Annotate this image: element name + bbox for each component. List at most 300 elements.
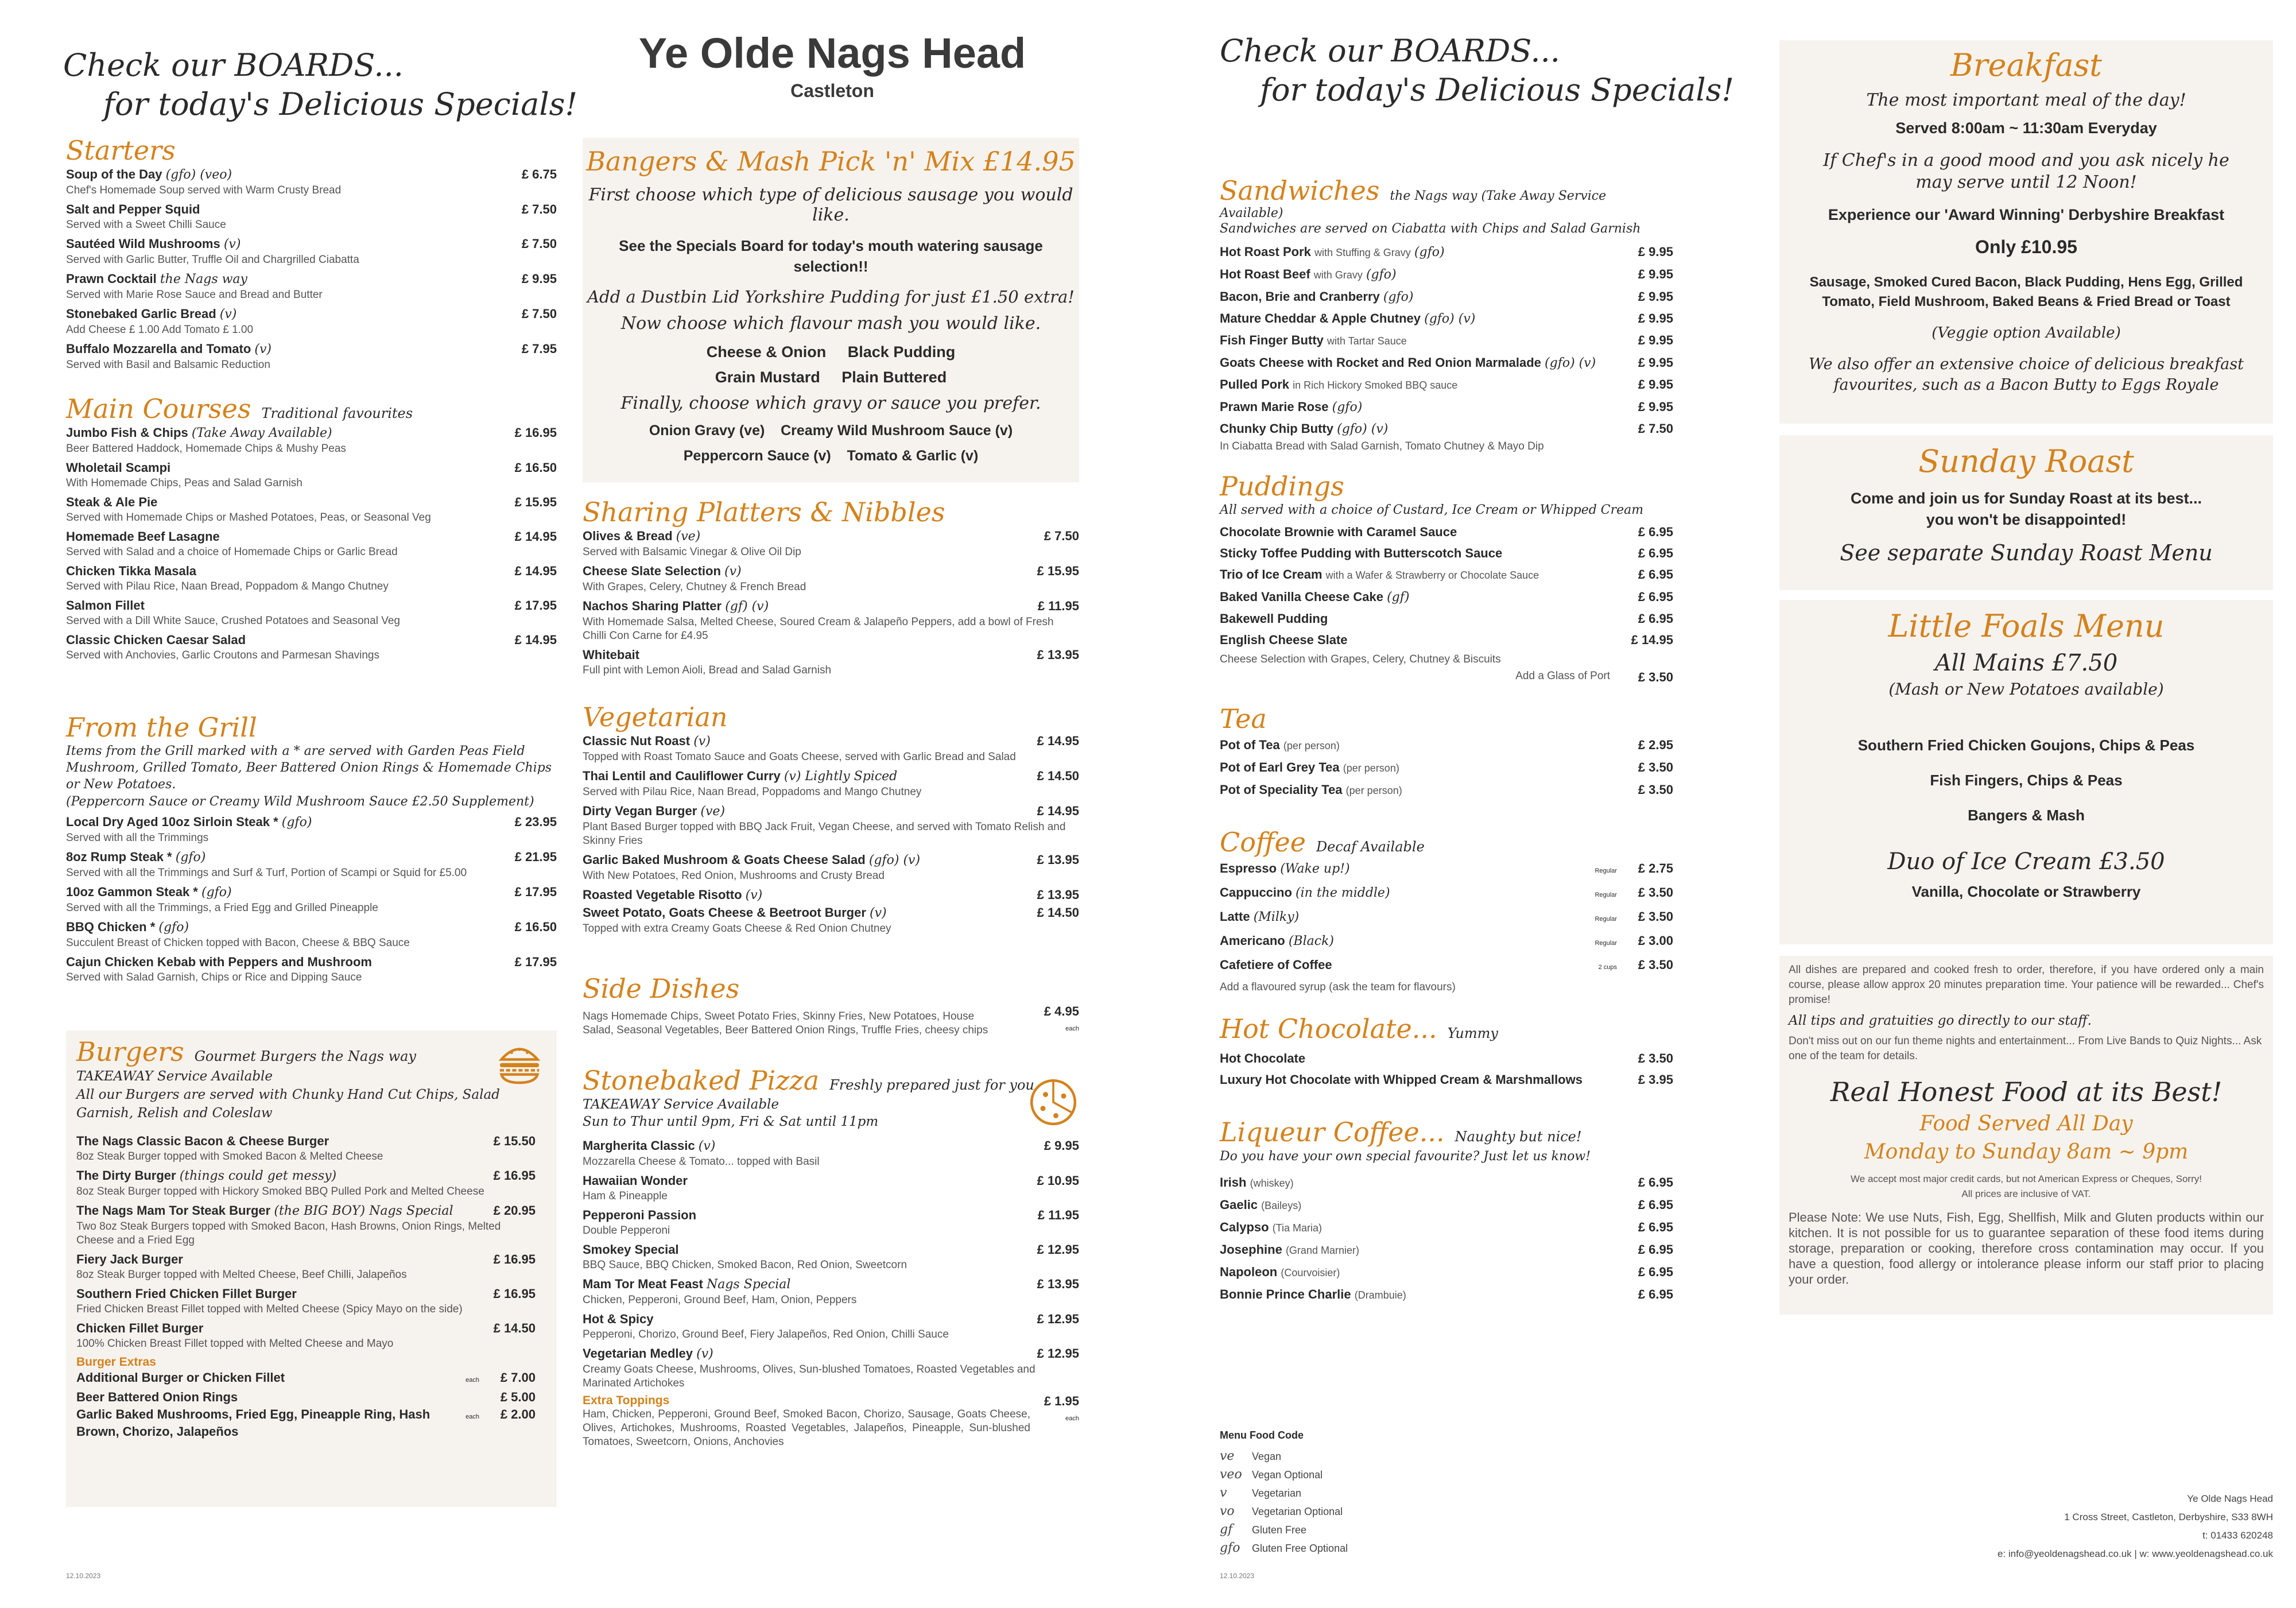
item-price: £ 7.50 (1638, 421, 1673, 436)
menu-item-name (583, 1345, 1033, 1363)
menu-item-desc: Served with Salad Garnish, Chips or Rice and Dipping Sauce (66, 971, 362, 983)
menu-item-desc: Succulent Breast of Chicken topped with Bacon, Cheese & BBQ Sauce (66, 937, 410, 949)
item-price: £ 17.95 (514, 598, 557, 613)
menu-item-name (76, 1369, 466, 1386)
item-price: £ 6.95 (1638, 525, 1673, 539)
item-extra: (Tia Maria) (1272, 1222, 1322, 1234)
menu-item-name (1220, 543, 1627, 564)
menu-item-row (1220, 264, 1673, 286)
date-right: 12.10.2023 (1220, 1572, 1255, 1580)
sandwiches-footer: In Ciabatta Bread with Salad Garnish, Tomato Chutney & Mayo Dip (1220, 440, 1544, 452)
menu-item-row (1220, 1284, 1673, 1306)
item-price: £ 15.95 (1037, 564, 1079, 578)
item-price: £ 15.95 (514, 495, 557, 509)
item-tag: (gfo) (veo) (165, 168, 232, 182)
menu-item-name (583, 1172, 1033, 1189)
menu-item-row (66, 235, 557, 253)
food-codes-title: Menu Food Code (1220, 1429, 1304, 1441)
item-name: Margherita Classic (583, 1138, 695, 1153)
item-name: Latte (1220, 909, 1250, 924)
item-price: £ 2.95 (1638, 738, 1673, 752)
menu-item-name (583, 851, 1033, 869)
item-tag: (gfo) (v) (1337, 422, 1389, 436)
menu-item-name (66, 166, 511, 184)
item-price: £ 16.95 (493, 1252, 536, 1266)
item-price: £ 9.95 (1638, 289, 1673, 304)
hotchoc-note: Yummy (1447, 1025, 1498, 1041)
item-price: £ 6.95 (1638, 1198, 1673, 1212)
gravy-peppercorn: Peppercorn Sauce (v) (683, 448, 831, 464)
item-tag: (v) (745, 888, 763, 902)
boards-right-line1: Check our BOARDS... (1220, 33, 1560, 69)
item-extra: (Drambuie) (1354, 1289, 1406, 1301)
menu-item-desc: Served with Anchovies, Garlic Croutons and Parmesan Shavings (66, 649, 379, 661)
food-codes (1220, 1429, 1449, 1557)
item-name: Olives & Bread (583, 529, 673, 543)
menu-item-name (66, 459, 511, 476)
menu-item-row (583, 851, 1079, 869)
item-name: Fish Finger Butty (1220, 333, 1324, 347)
menu-item-name (66, 305, 511, 323)
item-price: £ 9.95 (1638, 333, 1673, 347)
food-code: veo (1220, 1467, 1242, 1482)
menu-item-row (76, 1389, 536, 1406)
menu-item-row (76, 1202, 536, 1220)
menu-item-name (1220, 608, 1627, 629)
menu-item-row (1220, 1172, 1673, 1194)
item-price: £ 15.50 (493, 1134, 536, 1148)
coffee-note: Decaf Available (1316, 839, 1425, 855)
item-price: £ 3.50 (1638, 760, 1673, 774)
item-name: Pot of Earl Grey Tea (1220, 760, 1340, 774)
item-tag: (v) (724, 564, 742, 579)
menu-item-row (583, 1207, 1079, 1224)
menu-item-name (1220, 1284, 1627, 1306)
menu-item-name (66, 919, 511, 936)
item-tag: (gfo) (v) (1545, 356, 1596, 370)
menu-item-row (66, 528, 557, 545)
bangers-line3: Add a Dustbin Lid Yorkshire Pudding for just £1.50 extra! (587, 287, 1075, 307)
menu-item-desc: Fried Chicken Breast Fillet topped with Melted Cheese (Spicy Mayo on the side) (76, 1303, 463, 1315)
bangers-line5: Finally, choose which gravy or sauce you prefer. (620, 393, 1041, 413)
menu-item-name (583, 1241, 1033, 1258)
menu-item-row (76, 1285, 536, 1303)
food-code-row (1220, 1484, 1449, 1502)
sharing-list (583, 528, 1079, 677)
menu-item-row (583, 904, 1079, 922)
sharing-section (583, 497, 1079, 681)
menu-item-row (76, 1406, 536, 1440)
menu-item-row (583, 1172, 1079, 1189)
item-name: Napoleon (1220, 1265, 1278, 1279)
menu-item-row (66, 494, 557, 511)
item-name: Dirty Vegan Burger (583, 804, 697, 818)
menu-item-name (66, 631, 511, 649)
item-price: £ 16.95 (493, 1287, 536, 1301)
menu-item-row (66, 563, 557, 580)
item-tag: (gfo) (158, 920, 189, 935)
sandwiches-title: Sandwiches (1220, 175, 1380, 206)
sides-section (583, 973, 1079, 1041)
item-tag: (v) (693, 734, 711, 749)
menu-item-name (76, 1251, 490, 1268)
info-cards: We accept most major credit cards, but not American Express or Cheques, Sorry! (1851, 1173, 2202, 1184)
menu-item-row (76, 1133, 536, 1150)
info-days: Monday to Sunday 8am ~ 9pm (1864, 1140, 2189, 1164)
item-extra: with Stuffing & Gravy (1314, 247, 1411, 258)
menu-item-row (1220, 1216, 1673, 1239)
item-name: Chunky Chip Butty (1220, 421, 1333, 436)
menu-item-row (1220, 1048, 1673, 1069)
menu-item-row (66, 270, 557, 288)
item-name: Cheese Slate Selection (583, 564, 721, 578)
menu-item-desc: Served with all the Trimmings, a Fried Egg and Grilled Pineapple (66, 902, 378, 914)
sandwiches-note: the Nags way (Take Away Service Available) (1220, 189, 1607, 220)
menu-item-name (76, 1202, 490, 1220)
foals-item-3: Bangers & Mash (1968, 807, 2085, 824)
menu-item-name (583, 563, 1033, 580)
item-name: Sticky Toffee Pudding with Butterscotch Sauce (1220, 546, 1503, 560)
item-tag: Nags Special (706, 1277, 791, 1292)
tea-title: Tea (1220, 703, 1267, 734)
burgers-intro: All our Burgers are served with Chunky Hand Cut Chips, Salad Garnish, Relish and Coleslaw (76, 1087, 500, 1121)
sunday-line3: See separate Sunday Roast Menu (1840, 540, 2213, 565)
item-name: Bonnie Prince Charlie (1220, 1287, 1351, 1301)
item-name: Southern Fried Chicken Fillet Burger (76, 1287, 297, 1301)
item-price: £ 12.95 (1037, 1312, 1079, 1326)
sides-unit: each (1065, 1025, 1079, 1032)
info-slogan: Real Honest Food at its Best! (1830, 1076, 2223, 1107)
item-price: £ 14.95 (514, 564, 557, 578)
pizza-note: Freshly prepared just for you (829, 1077, 1034, 1093)
menu-item-desc: Two 8oz Steak Burgers topped with Smoked Bacon, Hash Browns, Onion Rings, Melted Cheese and a Fried Egg (76, 1220, 501, 1246)
item-name: Mam Tor Meat Feast (583, 1277, 703, 1291)
puddings-title: Puddings (1220, 471, 1344, 502)
item-name: The Dirty Burger (76, 1168, 176, 1183)
food-code: ve (1220, 1449, 1235, 1463)
bangers-line2: See the Specials Board for today's mouth watering sausage selection!! (619, 237, 1043, 275)
menu-item-row (583, 1241, 1079, 1258)
coffee-title: Coffee (1220, 827, 1306, 858)
gravy-tomato-garlic: Tomato & Garlic (v) (847, 448, 979, 464)
item-price: £ 6.75 (521, 167, 557, 181)
menu-item-row (66, 919, 557, 936)
item-name: Roasted Vegetable Risotto (583, 888, 742, 902)
menu-item-name (583, 768, 1033, 785)
page-title: Ye Olde Nags Head (638, 29, 1026, 77)
menu-item-desc: Pepperoni, Chorizo, Ground Beef, Fiery Jalapeños, Red Onion, Chilli Sauce (583, 1328, 949, 1340)
item-price: £ 9.95 (1638, 311, 1673, 326)
menu-item-row (66, 631, 557, 649)
item-tag: (gfo) (175, 850, 206, 865)
pizza-extras-title: Extra Toppings (583, 1394, 670, 1407)
burger-icon (494, 1036, 545, 1088)
boards-line2: for today's Delicious Specials! (103, 86, 578, 122)
breakfast-tagline: The most important meal of the day! (1866, 90, 2186, 110)
item-tag: (v) Lightly Spiced (784, 769, 898, 784)
item-name: Vegetarian Medley (583, 1346, 693, 1361)
item-name: Bacon, Brie and Cranberry (1220, 289, 1380, 304)
item-name: Hawaiian Wonder (583, 1173, 688, 1188)
item-price: £ 13.95 (1037, 853, 1079, 867)
menu-item-name (76, 1285, 490, 1303)
burgers-title: Burgers (76, 1036, 184, 1067)
food-code-label: Vegetarian Optional (1252, 1506, 1343, 1517)
menu-item-name (583, 646, 1033, 664)
menu-item-desc: Topped with Roast Tomato Sauce and Goats Cheese, served with Garlic Bread and Salad (583, 751, 1016, 763)
item-name: Buffalo Mozzarella and Tomato (66, 342, 251, 356)
menu-item-desc: Plant Based Burger topped with BBQ Jack Fruit, Vegan Cheese, and served with Tomato Relish and Skinny Fries (583, 821, 1066, 847)
foals-mains: All Mains £7.50 (1934, 650, 2118, 676)
menu-item-name (66, 884, 511, 901)
menu-item-name (583, 1276, 1033, 1293)
item-price: £ 3.50 (1638, 782, 1673, 797)
item-name: Fiery Jack Burger (76, 1252, 183, 1266)
item-price: £ 14.50 (493, 1321, 536, 1335)
food-code-row (1220, 1466, 1449, 1484)
menu-item-row (1220, 1261, 1673, 1284)
item-name: Luxury Hot Chocolate with Whipped Cream & Marshmallows (1220, 1072, 1583, 1087)
item-name: Baked Vanilla Cheese Cake (1220, 590, 1383, 604)
item-name: Classic Chicken Caesar Salad (66, 633, 246, 647)
item-price: £ 16.50 (514, 460, 557, 475)
page-subtitle: Castleton (790, 80, 874, 101)
sunday-line1: Come and join us for Sunday Roast at its best... (1850, 490, 2202, 507)
item-price: £ 10.95 (1037, 1173, 1079, 1188)
item-name: Mature Cheddar & Apple Chutney (1220, 311, 1421, 326)
item-unit: each (466, 1377, 479, 1384)
pizza-extras-unit: each (1065, 1415, 1079, 1422)
item-name: Goats Cheese with Rocket and Red Onion Marmalade (1220, 355, 1541, 370)
coffee-section (1220, 827, 1673, 998)
foals-flavours: Vanilla, Chocolate or Strawberry (1911, 883, 2141, 900)
menu-item-name (1220, 930, 1595, 952)
item-name: Nachos Sharing Platter (583, 599, 722, 613)
menu-item-row (66, 305, 557, 323)
item-name: Steak & Ale Pie (66, 495, 158, 509)
foals-title: Little Foals Menu (1888, 608, 2165, 644)
address-street: 1 Cross Street, Castleton, Derbyshire, S33 8WH (2064, 1512, 2273, 1522)
menu-item-desc: Served with Pilau Rice, Naan Bread, Poppadom & Mango Chutney (66, 580, 389, 592)
starters-title: Starters (66, 135, 176, 166)
item-price: £ 6.95 (1638, 611, 1673, 626)
menu-item-name (583, 886, 1033, 904)
liqueur-list (1220, 1172, 1673, 1306)
boards-note-right (1220, 32, 1736, 110)
sunday-line2: you won't be disappointed! (1926, 511, 2127, 528)
item-name: Prawn Cocktail (66, 272, 157, 286)
menu-item-name (583, 1311, 1033, 1328)
cheese-slate-desc: Cheese Selection with Grapes, Celery, Chutney & Biscuits (1220, 653, 1501, 665)
gravy-mushroom: Creamy Wild Mushroom Sauce (v) (781, 423, 1013, 439)
item-tag: (gfo) (281, 815, 312, 830)
breakfast-extensive: We also offer an extensive choice of delicious breakfast favourites, such as a Bacon Butty to Eggs Royale (1809, 355, 2244, 394)
item-name: Gaelic (1220, 1198, 1258, 1212)
item-price: £ 2.75 (1638, 861, 1673, 875)
menu-item-name (1220, 1216, 1627, 1239)
item-price: £ 9.95 (1638, 267, 1673, 281)
vegetarian-section (583, 702, 1079, 939)
info-events: Don't miss out on our fun theme nights and entertainment... From Live Bands to Quiz Nights... Ask one of the team for details. (1789, 1035, 2262, 1062)
item-tag: (gfo) (1383, 290, 1414, 304)
item-extra: (per person) (1283, 740, 1340, 751)
menu-item-desc: With Grapes, Celery, Chutney & French Bread (583, 581, 806, 593)
sunday-panel (1779, 435, 2273, 590)
grill-intro: Items from the Grill marked with a * are served with Garden Peas Field Mushroom, Grilled Tomato, Beer Battered Onion Rings & Homemade Chips or New Potatoes. (66, 744, 552, 792)
mash-plain-buttered: Plain Buttered (841, 369, 947, 386)
food-code-row (1220, 1502, 1449, 1521)
menu-item-row (583, 1276, 1079, 1293)
menu-item-desc: Topped with extra Creamy Goats Cheese & Red Onion Chutney (583, 923, 891, 935)
food-code: v (1220, 1486, 1227, 1500)
item-price: £ 14.50 (1037, 769, 1079, 783)
menu-item-name (1220, 352, 1627, 374)
item-price: £ 9.95 (1638, 355, 1673, 370)
menu-item-name (1220, 1069, 1627, 1090)
address-phone: t: 01433 620248 (2202, 1530, 2273, 1541)
menu-item-row (76, 1320, 536, 1337)
menu-item-name (1220, 1194, 1627, 1216)
menu-item-name (76, 1406, 466, 1440)
menu-item-name (583, 1137, 1033, 1155)
item-tag: (gfo) (1414, 245, 1445, 259)
address-name: Ye Olde Nags Head (2187, 1493, 2273, 1504)
menu-item-row (1220, 543, 1673, 564)
mains-title: Main Courses (66, 393, 251, 424)
gravy-onion: Onion Gravy (ve) (649, 423, 765, 439)
menu-item-row (583, 803, 1079, 820)
menu-item-name (66, 201, 511, 218)
item-name: Sautéed Wild Mushrooms (66, 237, 220, 251)
grill-title: From the Grill (66, 712, 257, 743)
menu-item-row (66, 884, 557, 901)
item-name: English Cheese Slate (1220, 633, 1348, 647)
liqueur-title: Liqueur Coffee... (1220, 1117, 1445, 1148)
puddings-section (1220, 471, 1673, 685)
menu-item-row (1220, 586, 1673, 608)
vegetarian-list (583, 733, 1079, 936)
menu-item-name (66, 597, 511, 614)
menu-item-row (583, 528, 1079, 545)
item-price: £ 6.95 (1638, 1242, 1673, 1257)
food-code-row (1220, 1521, 1449, 1539)
item-tag: (ve) (676, 529, 701, 544)
sandwiches-list (1220, 241, 1673, 440)
item-price: £ 12.95 (1037, 1242, 1079, 1257)
foals-item-1: Southern Fried Chicken Goujons, Chips & Peas (1857, 737, 2195, 754)
foals-item-2: Fish Fingers, Chips & Peas (1930, 772, 2123, 789)
food-code-label: Vegetarian (1252, 1487, 1302, 1499)
boards-line1: Check our BOARDS... (63, 47, 404, 83)
menu-item-row (583, 886, 1079, 904)
item-name: Soup of the Day (66, 167, 162, 181)
item-extra: in Rich Hickory Smoked BBQ sauce (1293, 379, 1458, 391)
menu-item-desc: With New Potatoes, Red Onion, Mushrooms and Crusty Bread (583, 870, 885, 882)
menu-item-row (1220, 882, 1673, 906)
sunday-title: Sunday Roast (1918, 443, 2134, 479)
bangers-panel (583, 138, 1079, 482)
port-label: Add a Glass of Port (1515, 670, 1610, 682)
item-price: £ 7.00 (500, 1370, 536, 1385)
item-name: Irish (1220, 1175, 1247, 1189)
info-tips: All tips and gratuities go directly to our staff. (1789, 1013, 2092, 1028)
menu-item-name (66, 528, 511, 545)
menu-item-row (583, 1311, 1079, 1328)
item-name: The Nags Classic Bacon & Cheese Burger (76, 1134, 329, 1148)
item-price: £ 6.95 (1638, 590, 1673, 604)
burger-extras-list (76, 1369, 536, 1440)
menu-item-row (1220, 1194, 1673, 1216)
menu-item-desc: Served with Salad and a choice of Homemade Chips or Garlic Bread (66, 546, 398, 558)
mash-black-pudding: Black Pudding (847, 343, 956, 361)
sides-text: Nags Homemade Chips, Sweet Potato Fries, Skinny Fries, New Potatoes, House Salad, Seasonal Vegetables, Beer Battered Onion Rings, Truffle Fries, cheesy chips (583, 1010, 988, 1036)
item-tag: the Nags way (160, 272, 247, 286)
item-price: £ 9.95 (1638, 400, 1673, 414)
menu-item-desc: Mozzarella Cheese & Tomato... topped with Basil (583, 1156, 820, 1168)
menu-item-desc: BBQ Sauce, BBQ Chicken, Smoked Bacon, Red Onion, Sweetcorn (583, 1259, 907, 1271)
item-tag: (gfo) (201, 885, 232, 900)
burgers-panel (66, 1030, 557, 1507)
menu-item-desc: Served with Homemade Chips or Mashed Potatoes, Peas, or Seasonal Veg (66, 512, 431, 524)
menu-item-name (1220, 396, 1627, 418)
menu-item-row (1220, 734, 1673, 757)
hotchoc-title: Hot Chocolate... (1220, 1013, 1437, 1044)
menu-item-row (1220, 396, 1673, 418)
mash-grain-mustard: Grain Mustard (715, 369, 820, 386)
menu-item-row (1220, 308, 1673, 330)
item-unit: 2 cups (1598, 964, 1617, 971)
item-name: Pot of Speciality Tea (1220, 782, 1343, 797)
menu-item-name (66, 954, 511, 971)
coffee-footer: Add a flavoured syrup (ask the team for flavours) (1220, 981, 1456, 993)
item-price: £ 3.50 (1638, 1051, 1673, 1065)
item-price: £ 14.50 (1037, 905, 1079, 920)
item-price: £ 14.95 (1037, 804, 1079, 818)
starters-section (66, 135, 557, 375)
menu-item-name (66, 270, 511, 288)
grill-list (66, 813, 557, 985)
liqueur-note: Naughty but nice! (1455, 1129, 1582, 1145)
item-name: Cajun Chicken Kebab with Peppers and Mushroom (66, 955, 372, 969)
menu-item-row (66, 848, 557, 866)
item-price: £ 11.95 (1037, 1208, 1079, 1222)
tea-list (1220, 734, 1673, 801)
item-extra: (Grand Marnier) (1285, 1245, 1359, 1256)
item-tag: (Wake up!) (1280, 862, 1350, 876)
menu-item-row (1220, 608, 1673, 629)
food-code: gf (1220, 1522, 1233, 1537)
item-price: £ 12.95 (1037, 1346, 1079, 1361)
menu-item-row (1220, 374, 1673, 396)
burgers-list (76, 1133, 536, 1351)
menu-item-name (76, 1389, 490, 1406)
menu-item-name (1220, 779, 1627, 801)
item-name: Cappuccino (1220, 885, 1292, 900)
gravy-options (583, 418, 1079, 468)
menu-item-name (1220, 564, 1627, 586)
menu-item-name (66, 424, 511, 442)
item-price: £ 3.50 (1638, 909, 1673, 924)
item-name: Thai Lentil and Cauliflower Curry (583, 769, 781, 783)
item-tag: (v) (698, 1139, 716, 1153)
menu-item-row (66, 340, 557, 358)
pizza-takeaway: TAKEAWAY Service Available (583, 1097, 779, 1112)
item-unit: Regular (1595, 940, 1617, 947)
item-price: £ 16.50 (514, 920, 557, 934)
menu-item-row (1220, 564, 1673, 586)
menu-item-row (1220, 1069, 1673, 1090)
menu-item-desc: Served with Basil and Balsamic Reduction (66, 359, 270, 371)
